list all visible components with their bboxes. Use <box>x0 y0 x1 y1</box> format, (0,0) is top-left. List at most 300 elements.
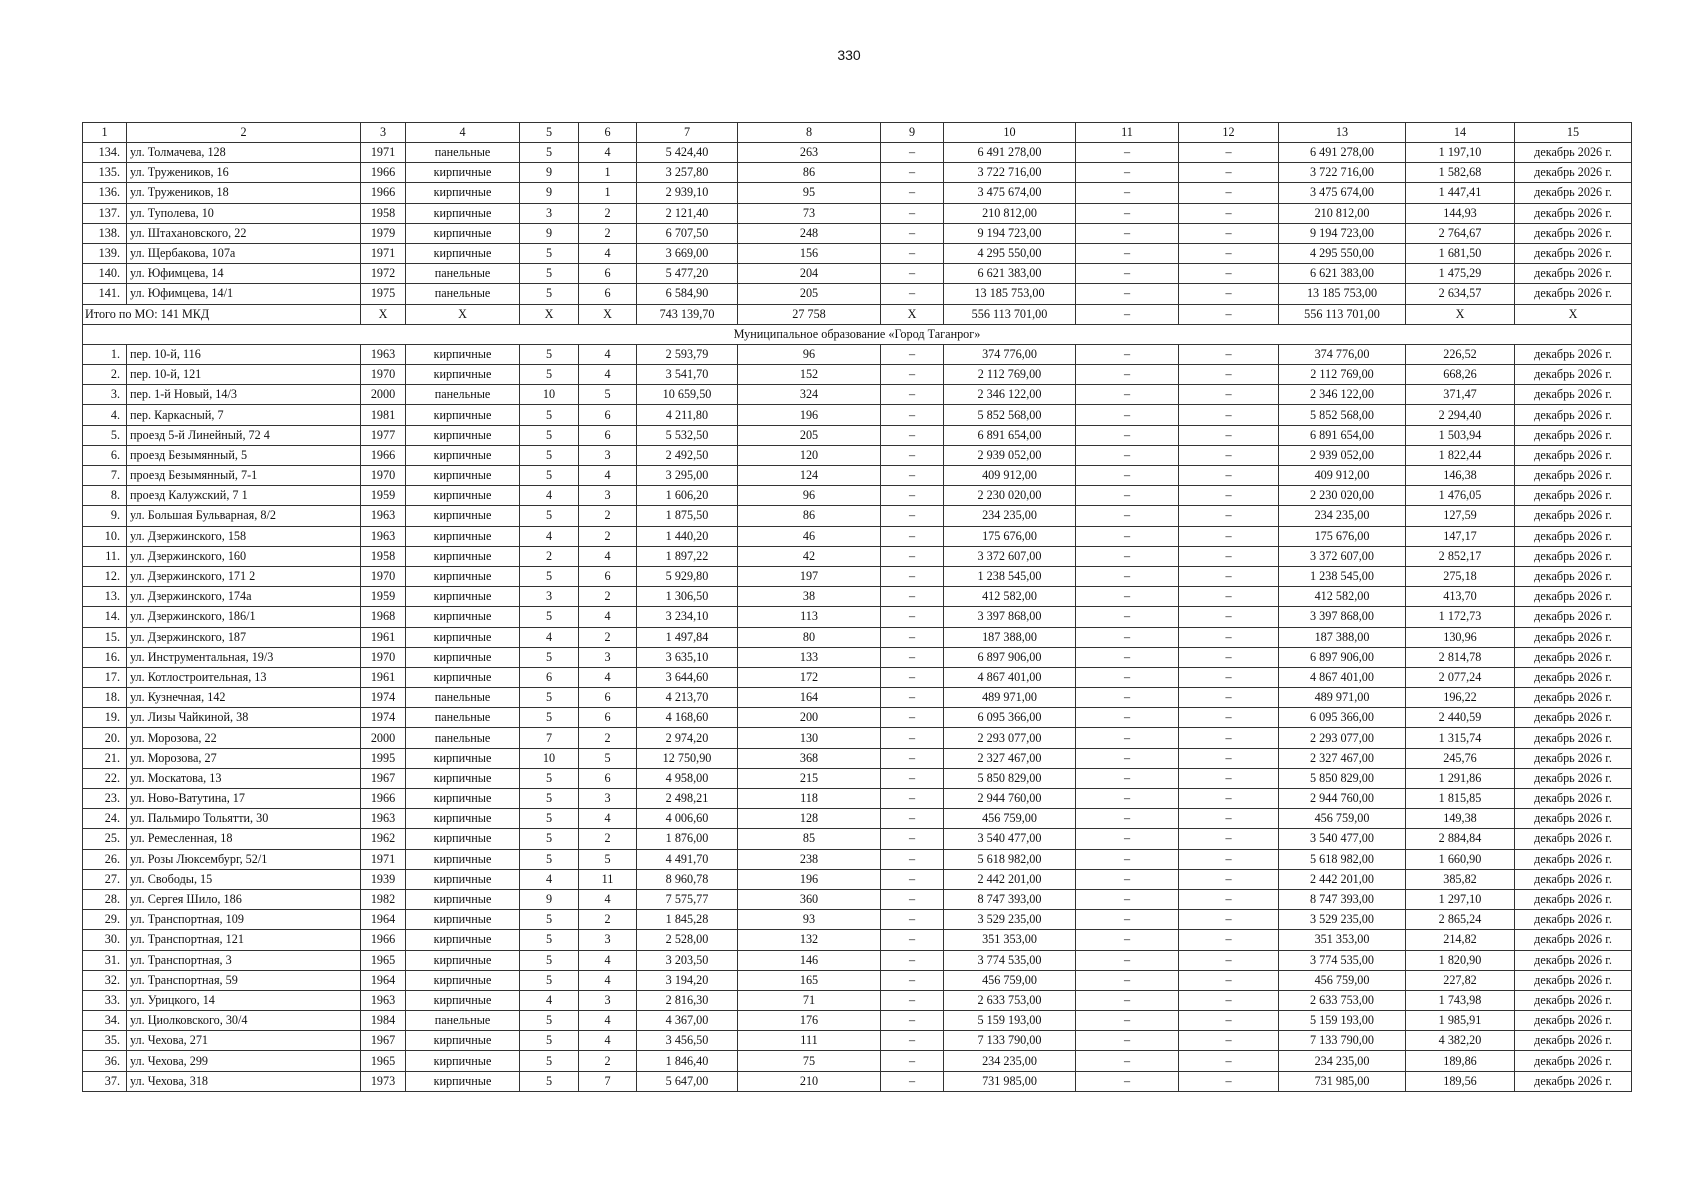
row-number: 23. <box>83 789 127 809</box>
table-cell: 2000 <box>361 385 406 405</box>
table-cell: 2 814,78 <box>1406 647 1515 667</box>
address-cell: ул. Котлостроительная, 13 <box>127 667 361 687</box>
table-cell: – <box>1076 869 1179 889</box>
table-cell: 4 <box>579 243 637 263</box>
table-cell: 2 852,17 <box>1406 546 1515 566</box>
table-cell: 6 891 654,00 <box>944 425 1076 445</box>
table-cell: – <box>1076 385 1179 405</box>
table-cell: 3 194,20 <box>637 970 738 990</box>
table-cell: 324 <box>738 385 881 405</box>
table-cell: декабрь 2026 г. <box>1515 930 1632 950</box>
table-cell: 5 <box>520 1071 579 1091</box>
table-cell: 4 213,70 <box>637 688 738 708</box>
table-cell: декабрь 2026 г. <box>1515 183 1632 203</box>
address-cell: ул. Дзержинского, 174а <box>127 587 361 607</box>
total-cell: – <box>1076 304 1179 324</box>
table-cell: 42 <box>738 546 881 566</box>
table-cell: – <box>1179 203 1279 223</box>
table-cell: 5 <box>520 365 579 385</box>
table-cell: панельные <box>406 708 520 728</box>
table-cell: 5 <box>520 930 579 950</box>
table-cell: 3 372 607,00 <box>1279 546 1406 566</box>
table-cell: 6 <box>579 425 637 445</box>
table-cell: декабрь 2026 г. <box>1515 526 1632 546</box>
table-cell: 1967 <box>361 1031 406 1051</box>
table-cell: – <box>881 607 944 627</box>
table-cell: – <box>881 789 944 809</box>
table-cell: 351 353,00 <box>1279 930 1406 950</box>
table-row <box>83 930 1632 950</box>
table-cell: – <box>1076 365 1179 385</box>
table-cell: кирпичные <box>406 466 520 486</box>
table-cell: 86 <box>738 163 881 183</box>
column-header: 15 <box>1515 123 1632 143</box>
row-number: 1. <box>83 344 127 364</box>
address-cell: проезд Безымянный, 7-1 <box>127 466 361 486</box>
table-row <box>83 344 1632 364</box>
table-cell: – <box>1179 264 1279 284</box>
table-cell: – <box>881 930 944 950</box>
address-cell: ул. Юфимцева, 14/1 <box>127 284 361 304</box>
table-cell: – <box>881 365 944 385</box>
table-cell: 5 159 193,00 <box>944 1011 1076 1031</box>
table-cell: кирпичные <box>406 445 520 465</box>
table-cell: – <box>1076 203 1179 223</box>
column-header: 3 <box>361 123 406 143</box>
table-cell: 93 <box>738 910 881 930</box>
table-cell: 1 822,44 <box>1406 445 1515 465</box>
table-cell: 5 <box>520 1051 579 1071</box>
table-cell: 1966 <box>361 930 406 950</box>
table-cell: декабрь 2026 г. <box>1515 869 1632 889</box>
table-row <box>83 264 1632 284</box>
table-cell: 7 133 790,00 <box>1279 1031 1406 1051</box>
table-row <box>83 748 1632 768</box>
table-cell: – <box>881 425 944 445</box>
table-cell: 127,59 <box>1406 506 1515 526</box>
address-cell: ул. Ремесленная, 18 <box>127 829 361 849</box>
table-cell: – <box>1076 506 1179 526</box>
table-cell: 5 <box>579 385 637 405</box>
table-cell: 2 <box>579 829 637 849</box>
table-cell: 2 293 077,00 <box>944 728 1076 748</box>
table-cell: 731 985,00 <box>1279 1071 1406 1091</box>
table-cell: 214,82 <box>1406 930 1515 950</box>
row-number: 27. <box>83 869 127 889</box>
table-cell: 1966 <box>361 183 406 203</box>
table-cell: – <box>881 344 944 364</box>
table-cell: – <box>1076 849 1179 869</box>
table-cell: – <box>1179 566 1279 586</box>
row-number: 31. <box>83 950 127 970</box>
table-cell: – <box>1179 506 1279 526</box>
table-cell: 12 750,90 <box>637 748 738 768</box>
table-cell: декабрь 2026 г. <box>1515 970 1632 990</box>
table-cell: 6 <box>579 708 637 728</box>
table-cell: 10 659,50 <box>637 385 738 405</box>
table-cell: кирпичные <box>406 869 520 889</box>
table-cell: 1 <box>579 183 637 203</box>
table-cell: 146,38 <box>1406 466 1515 486</box>
table-cell: 1 <box>579 163 637 183</box>
table-cell: 5 850 829,00 <box>944 768 1076 788</box>
table-cell: 5 852 568,00 <box>944 405 1076 425</box>
table-cell: – <box>1179 284 1279 304</box>
table-cell: – <box>1076 688 1179 708</box>
total-cell: Х <box>881 304 944 324</box>
address-cell: пер. Каркасный, 7 <box>127 405 361 425</box>
table-cell: 6 <box>579 264 637 284</box>
table-cell: 2 939 052,00 <box>1279 445 1406 465</box>
table-cell: 3 <box>579 445 637 465</box>
column-header: 9 <box>881 123 944 143</box>
table-cell: 2000 <box>361 728 406 748</box>
table-cell: декабрь 2026 г. <box>1515 829 1632 849</box>
table-cell: 245,76 <box>1406 748 1515 768</box>
table-cell: – <box>1076 486 1179 506</box>
table-cell: 1963 <box>361 990 406 1010</box>
address-cell: ул. Транспортная, 59 <box>127 970 361 990</box>
table-cell: – <box>1076 566 1179 586</box>
table-cell: 2 974,20 <box>637 728 738 748</box>
table-cell: 10 <box>520 748 579 768</box>
table-cell: – <box>1179 768 1279 788</box>
table-cell: – <box>881 506 944 526</box>
table-cell: 1974 <box>361 708 406 728</box>
table-cell: 2 <box>579 587 637 607</box>
table-cell: 1961 <box>361 667 406 687</box>
table-cell: кирпичные <box>406 425 520 445</box>
address-cell: ул. Чехова, 299 <box>127 1051 361 1071</box>
row-number: 5. <box>83 425 127 445</box>
table-cell: 1971 <box>361 243 406 263</box>
table-cell: – <box>1179 910 1279 930</box>
table-cell: – <box>1076 344 1179 364</box>
table-cell: 2 442 201,00 <box>1279 869 1406 889</box>
table-cell: 1974 <box>361 688 406 708</box>
total-cell: Х <box>1515 304 1632 324</box>
table-cell: 144,93 <box>1406 203 1515 223</box>
table-cell: – <box>1179 486 1279 506</box>
table-cell: панельные <box>406 385 520 405</box>
table-cell: 2 121,40 <box>637 203 738 223</box>
table-cell: 6 584,90 <box>637 284 738 304</box>
table-cell: – <box>1179 647 1279 667</box>
table-cell: 1 582,68 <box>1406 163 1515 183</box>
table-cell: 1 306,50 <box>637 587 738 607</box>
row-number: 19. <box>83 708 127 728</box>
table-cell: 2 <box>520 546 579 566</box>
table-cell: панельные <box>406 728 520 748</box>
row-number: 14. <box>83 607 127 627</box>
table-cell: 371,47 <box>1406 385 1515 405</box>
row-number: 26. <box>83 849 127 869</box>
table-cell: – <box>1179 970 1279 990</box>
table-cell: 210 812,00 <box>1279 203 1406 223</box>
table-cell: 5 <box>520 243 579 263</box>
table-cell: 1 440,20 <box>637 526 738 546</box>
row-number: 15. <box>83 627 127 647</box>
table-cell: – <box>881 768 944 788</box>
table-row <box>83 1071 1632 1091</box>
table-cell: 196,22 <box>1406 688 1515 708</box>
table-cell: 2 293 077,00 <box>1279 728 1406 748</box>
table-cell: 3 669,00 <box>637 243 738 263</box>
table-cell: 4 491,70 <box>637 849 738 869</box>
table-cell: 3 257,80 <box>637 163 738 183</box>
table-cell: 227,82 <box>1406 970 1515 990</box>
table-cell: 175 676,00 <box>1279 526 1406 546</box>
table-cell: 5 <box>520 809 579 829</box>
table-cell: 4 <box>520 869 579 889</box>
table-cell: 4 382,20 <box>1406 1031 1515 1051</box>
row-number: 137. <box>83 203 127 223</box>
table-cell: 196 <box>738 405 881 425</box>
table-cell: декабрь 2026 г. <box>1515 284 1632 304</box>
table-cell: 197 <box>738 566 881 586</box>
table-cell: 731 985,00 <box>944 1071 1076 1091</box>
table-cell: – <box>1076 728 1179 748</box>
address-cell: ул. Тружеников, 16 <box>127 163 361 183</box>
table-cell: – <box>1179 466 1279 486</box>
table-cell: 2 077,24 <box>1406 667 1515 687</box>
table-cell: – <box>1076 1051 1179 1071</box>
address-cell: ул. Дзержинского, 187 <box>127 627 361 647</box>
table-cell: 2 327 467,00 <box>1279 748 1406 768</box>
column-header: 12 <box>1179 123 1279 143</box>
table-cell: – <box>1076 789 1179 809</box>
table-cell: кирпичные <box>406 849 520 869</box>
address-cell: ул. Ново-Ватутина, 17 <box>127 789 361 809</box>
table-cell: 1 820,90 <box>1406 950 1515 970</box>
table-cell: 2 498,21 <box>637 789 738 809</box>
table-cell: 196 <box>738 869 881 889</box>
table-cell: 9 194 723,00 <box>944 223 1076 243</box>
table-cell: – <box>881 889 944 909</box>
table-cell: 1967 <box>361 768 406 788</box>
table-cell: 6 621 383,00 <box>944 264 1076 284</box>
address-cell: ул. Дзержинского, 171 2 <box>127 566 361 586</box>
table-cell: 1 476,05 <box>1406 486 1515 506</box>
row-number: 138. <box>83 223 127 243</box>
table-cell: 234 235,00 <box>1279 506 1406 526</box>
row-number: 37. <box>83 1071 127 1091</box>
table-cell: панельные <box>406 688 520 708</box>
table-cell: декабрь 2026 г. <box>1515 607 1632 627</box>
table-cell: 234 235,00 <box>944 1051 1076 1071</box>
table-cell: 200 <box>738 708 881 728</box>
table-cell: декабрь 2026 г. <box>1515 1011 1632 1031</box>
table-cell: 2 633 753,00 <box>944 990 1076 1010</box>
table-cell: – <box>1076 607 1179 627</box>
table-cell: декабрь 2026 г. <box>1515 425 1632 445</box>
table-cell: – <box>1076 264 1179 284</box>
table-cell: 2 <box>579 910 637 930</box>
table-cell: декабрь 2026 г. <box>1515 728 1632 748</box>
table-cell: 1977 <box>361 425 406 445</box>
table-cell: – <box>1076 1031 1179 1051</box>
table-cell: 120 <box>738 445 881 465</box>
table-cell: 5 <box>520 506 579 526</box>
table-cell: 3 529 235,00 <box>1279 910 1406 930</box>
table-cell: 412 582,00 <box>1279 587 1406 607</box>
table-cell: 1 845,28 <box>637 910 738 930</box>
table-cell: – <box>1076 284 1179 304</box>
table-cell: 2 <box>579 223 637 243</box>
table-cell: кирпичные <box>406 748 520 768</box>
table-cell: 5 <box>520 970 579 990</box>
table-cell: декабрь 2026 г. <box>1515 163 1632 183</box>
table-cell: – <box>881 445 944 465</box>
table-cell: – <box>1179 587 1279 607</box>
table-cell: – <box>1179 667 1279 687</box>
table-cell: – <box>1076 910 1179 930</box>
table-cell: 124 <box>738 466 881 486</box>
table-cell: декабрь 2026 г. <box>1515 546 1632 566</box>
column-header: 5 <box>520 123 579 143</box>
address-cell: ул. Морозова, 27 <box>127 748 361 768</box>
table-cell: декабрь 2026 г. <box>1515 466 1632 486</box>
table-cell: – <box>1179 930 1279 950</box>
table-cell: – <box>1179 728 1279 748</box>
table-cell: 130,96 <box>1406 627 1515 647</box>
row-number: 7. <box>83 466 127 486</box>
table-cell: – <box>1076 708 1179 728</box>
table-cell: 5 <box>520 768 579 788</box>
table-row <box>83 728 1632 748</box>
table-cell: панельные <box>406 284 520 304</box>
table-row <box>83 889 1632 909</box>
address-cell: ул. Большая Бульварная, 8/2 <box>127 506 361 526</box>
table-cell: 2 <box>579 506 637 526</box>
table-cell: – <box>1076 990 1179 1010</box>
table-row <box>83 466 1632 486</box>
table-cell: 4 <box>579 889 637 909</box>
table-cell: декабрь 2026 г. <box>1515 990 1632 1010</box>
table-body <box>83 123 1632 1092</box>
table-cell: 3 456,50 <box>637 1031 738 1051</box>
table-cell: 172 <box>738 667 881 687</box>
table-cell: 6 621 383,00 <box>1279 264 1406 284</box>
table-cell: 3 475 674,00 <box>1279 183 1406 203</box>
table-cell: декабрь 2026 г. <box>1515 789 1632 809</box>
table-cell: 4 <box>520 486 579 506</box>
row-number: 30. <box>83 930 127 950</box>
table-cell: 1958 <box>361 203 406 223</box>
table-cell: 4 <box>520 526 579 546</box>
table-cell: 2 112 769,00 <box>944 365 1076 385</box>
table-cell: 5 <box>520 1031 579 1051</box>
table-cell: 113 <box>738 607 881 627</box>
table-cell: – <box>1076 445 1179 465</box>
table-row <box>83 667 1632 687</box>
address-cell: ул. Циолковского, 30/4 <box>127 1011 361 1031</box>
table-cell: 5 <box>520 405 579 425</box>
table-cell: кирпичные <box>406 344 520 364</box>
table-cell: – <box>1076 748 1179 768</box>
table-cell: 374 776,00 <box>944 344 1076 364</box>
row-number: 11. <box>83 546 127 566</box>
table-cell: – <box>881 869 944 889</box>
table-cell: 7 <box>520 728 579 748</box>
table-cell: 176 <box>738 1011 881 1031</box>
table-cell: 3 529 235,00 <box>944 910 1076 930</box>
total-label: Итого по МО: 141 МКД <box>83 304 361 324</box>
table-cell: кирпичные <box>406 1031 520 1051</box>
table-cell: 2 327 467,00 <box>944 748 1076 768</box>
row-number: 135. <box>83 163 127 183</box>
table-cell: декабрь 2026 г. <box>1515 143 1632 163</box>
table-cell: 3 774 535,00 <box>1279 950 1406 970</box>
table-cell: 2 <box>579 526 637 546</box>
address-cell: ул. Юфимцева, 14 <box>127 264 361 284</box>
table-cell: 5 618 982,00 <box>1279 849 1406 869</box>
table-cell: 4 <box>579 1011 637 1031</box>
table-cell: 1 897,22 <box>637 546 738 566</box>
table-cell: – <box>1179 445 1279 465</box>
table-row <box>83 869 1632 889</box>
table-cell: 2 <box>579 1051 637 1071</box>
table-cell: 3 <box>579 990 637 1010</box>
table-cell: декабрь 2026 г. <box>1515 950 1632 970</box>
table-cell: – <box>1076 970 1179 990</box>
table-cell: 1959 <box>361 587 406 607</box>
table-cell: 2 346 122,00 <box>944 385 1076 405</box>
table-cell: кирпичные <box>406 647 520 667</box>
table-cell: 71 <box>738 990 881 1010</box>
address-cell: ул. Морозова, 22 <box>127 728 361 748</box>
table-cell: 1963 <box>361 526 406 546</box>
row-number: 139. <box>83 243 127 263</box>
table-cell: – <box>881 708 944 728</box>
table-cell: декабрь 2026 г. <box>1515 203 1632 223</box>
table-cell: – <box>1179 748 1279 768</box>
table-row <box>83 910 1632 930</box>
table-cell: 1 681,50 <box>1406 243 1515 263</box>
table-row <box>83 223 1632 243</box>
table-cell: 6 <box>579 566 637 586</box>
address-cell: ул. Сергея Шило, 186 <box>127 889 361 909</box>
table-cell: 6 095 366,00 <box>1279 708 1406 728</box>
table-cell: 1 660,90 <box>1406 849 1515 869</box>
table-cell: кирпичные <box>406 667 520 687</box>
table-cell: декабрь 2026 г. <box>1515 1071 1632 1091</box>
table-cell: – <box>1179 425 1279 445</box>
table-cell: декабрь 2026 г. <box>1515 243 1632 263</box>
row-number: 4. <box>83 405 127 425</box>
table-cell: 189,56 <box>1406 1071 1515 1091</box>
table-cell: декабрь 2026 г. <box>1515 223 1632 243</box>
address-cell: ул. Свободы, 15 <box>127 869 361 889</box>
table-cell: 238 <box>738 849 881 869</box>
table-cell: – <box>881 385 944 405</box>
table-cell: 175 676,00 <box>944 526 1076 546</box>
table-cell: кирпичные <box>406 486 520 506</box>
table-cell: 1995 <box>361 748 406 768</box>
table-cell: 152 <box>738 365 881 385</box>
table-cell: 1 297,10 <box>1406 889 1515 909</box>
table-cell: 412 582,00 <box>944 587 1076 607</box>
table-cell: – <box>1179 950 1279 970</box>
table-cell: 1959 <box>361 486 406 506</box>
table-cell: 204 <box>738 264 881 284</box>
table-cell: – <box>1179 1071 1279 1091</box>
table-row <box>83 809 1632 829</box>
table-cell: 4 <box>579 365 637 385</box>
table-cell: 3 540 477,00 <box>944 829 1076 849</box>
table-cell: 3 <box>520 203 579 223</box>
row-number: 24. <box>83 809 127 829</box>
